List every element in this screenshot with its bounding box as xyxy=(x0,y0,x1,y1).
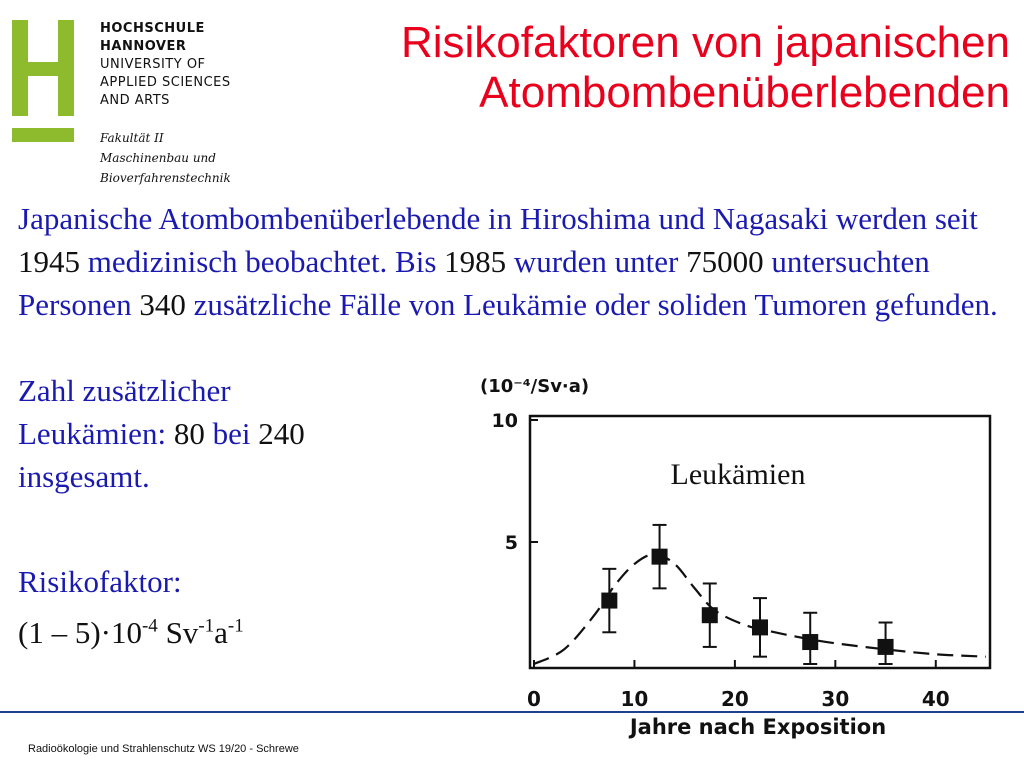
university-line: HOCHSCHULE xyxy=(100,21,205,36)
x-tick-label: 0 xyxy=(527,687,541,711)
intro-text: wurden unter xyxy=(513,244,679,279)
data-point xyxy=(802,634,818,650)
leukemia-extra-count: 80 xyxy=(173,416,205,451)
x-tick-label: 10 xyxy=(620,687,649,711)
slide-title-line2: Atombombenüberlebenden xyxy=(479,68,1010,117)
zahl-line: insgesamt. xyxy=(18,459,150,494)
risk-exp: -1 xyxy=(198,615,215,637)
x-axis-label: Jahre nach Exposition xyxy=(629,715,887,739)
risk-unit-sv: Sv xyxy=(157,615,199,650)
risk-factor-label: Risikofaktor: xyxy=(18,564,182,599)
risk-factor-value xyxy=(18,611,244,654)
y-tick-label: 5 xyxy=(504,532,518,554)
y-tick-label: 10 xyxy=(491,410,518,432)
leukemia-count-text xyxy=(18,369,305,498)
leukemia-total-count: 240 xyxy=(258,416,305,451)
x-tick-label: 40 xyxy=(921,687,950,711)
logo-underline xyxy=(12,128,74,142)
zahl-line: Zahl zusätzlicher xyxy=(18,373,231,408)
logo-bar-middle xyxy=(12,62,74,76)
intro-text: Japanische Atombombenüberlebende in Hiroshima und Nagasaki werden seit xyxy=(18,201,978,236)
person-count: 75000 xyxy=(686,244,764,279)
risk-exp: -4 xyxy=(141,615,158,637)
intro-paragraph xyxy=(18,197,1008,326)
data-point xyxy=(601,593,617,609)
footer-divider xyxy=(0,711,1024,713)
university-logo xyxy=(12,20,74,116)
university-line: UNIVERSITY OF xyxy=(100,57,206,72)
intro-text: untersuchten Personen xyxy=(18,244,930,322)
university-line: HANNOVER xyxy=(100,39,187,54)
university-name xyxy=(100,20,231,110)
faculty-line: Maschinenbau und xyxy=(100,151,216,165)
year-1945: 1945 xyxy=(18,244,80,279)
faculty-name xyxy=(100,128,231,188)
risk-exp: -1 xyxy=(227,615,244,637)
y-unit-label: (10⁻⁴/Sv·a) xyxy=(480,376,590,397)
zahl-bei: bei xyxy=(212,416,251,451)
chart-annotation: Leukämien xyxy=(670,458,806,491)
risk-unit-a: a xyxy=(214,615,228,650)
university-line: AND ARTS xyxy=(100,93,170,108)
intro-text: medizinisch beobachtet. Bis xyxy=(87,244,437,279)
x-tick-label: 30 xyxy=(821,687,850,711)
data-point xyxy=(878,639,894,655)
slide-title xyxy=(401,18,1010,118)
year-1985: 1985 xyxy=(444,244,507,279)
slide-title-line1: Risikofaktoren von japanischen xyxy=(400,18,1010,67)
faculty-line: Bioverfahrenstechnik xyxy=(100,171,231,185)
intro-text: zusätzliche Fälle von Leukämie oder soliden Tumoren gefunden. xyxy=(193,287,998,322)
zahl-prefix: Leukämien: xyxy=(18,416,167,451)
zahl-line xyxy=(18,412,305,455)
faculty-line: Fakultät II xyxy=(100,131,164,145)
university-line: APPLIED SCIENCES xyxy=(100,75,231,90)
data-point xyxy=(752,619,768,635)
data-point xyxy=(702,607,718,623)
x-tick-label: 20 xyxy=(720,687,749,711)
case-count: 340 xyxy=(139,287,186,322)
leukemia-chart xyxy=(468,362,1008,746)
data-point xyxy=(652,549,668,565)
footer-text: Radioökologie und Strahlenschutz WS 19/20 - Schrewe xyxy=(28,743,299,755)
risk-base: (1 – 5)·10 xyxy=(18,615,142,650)
